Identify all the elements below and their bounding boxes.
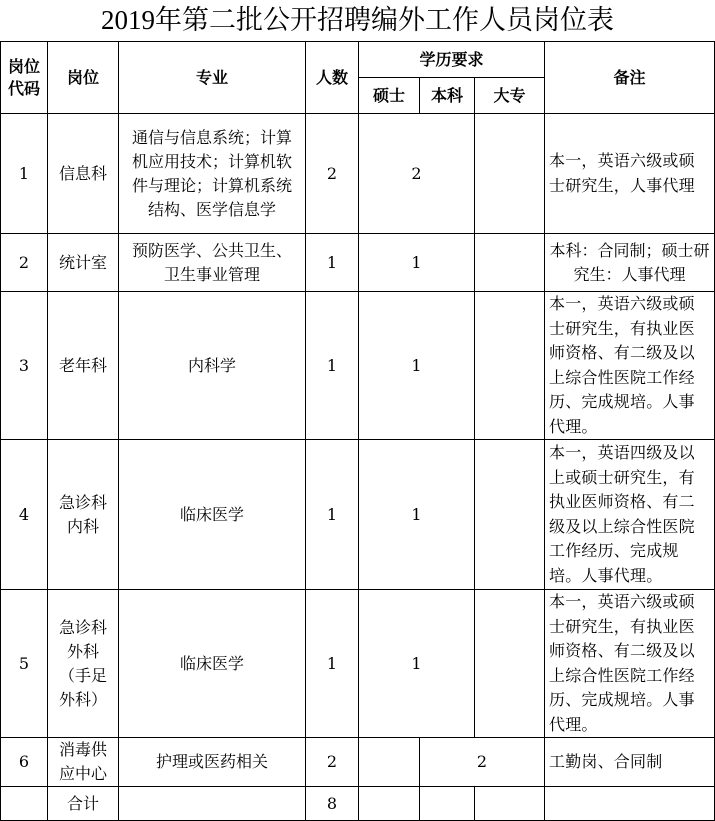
header-count: 人数 [306, 42, 359, 114]
row-post: 急诊科外科（手足外科） [48, 590, 119, 738]
row-count: 1 [306, 440, 359, 590]
row-education: 2 [420, 738, 545, 787]
total-code [1, 787, 48, 821]
row-education: 1 [359, 590, 475, 738]
row-college [475, 440, 545, 590]
table-row [1, 114, 715, 234]
total-count: 8 [306, 787, 359, 821]
row-post: 信息科 [48, 114, 119, 234]
row-code: 4 [1, 440, 48, 590]
header-master: 硕士 [359, 78, 420, 114]
total-row [1, 787, 715, 821]
row-count: 1 [306, 590, 359, 738]
total-major [119, 787, 306, 821]
total-bachelor [420, 787, 475, 821]
row-remark: 本一，英语六级或硕士研究生，有执业医师资格、有二级及以上综合性医院工作经历、完成规培。人事代理。 [545, 292, 715, 440]
row-remark: 本科：合同制；硕士研究生：人事代理 [545, 234, 715, 292]
row-major: 护理或医药相关 [119, 738, 306, 787]
job-table [0, 41, 715, 821]
row-education: 2 [359, 114, 475, 234]
row-major: 预防医学、公共卫生、卫生事业管理 [119, 234, 306, 292]
row-post: 统计室 [48, 234, 119, 292]
row-code: 1 [1, 114, 48, 234]
row-count: 1 [306, 292, 359, 440]
row-education: 1 [359, 234, 475, 292]
header-post: 岗位 [48, 42, 119, 114]
table-row [1, 738, 715, 787]
header-education: 学历要求 [359, 42, 545, 78]
row-master [359, 738, 420, 787]
header-major: 专业 [119, 42, 306, 114]
table-row [1, 440, 715, 590]
row-post: 消毒供应中心 [48, 738, 119, 787]
row-post: 急诊科内科 [48, 440, 119, 590]
row-major: 临床医学 [119, 590, 306, 738]
row-remark: 本一，英语六级或硕士研究生，有执业医师资格、有二级及以上综合性医院工作经历、完成规培。人事代理。 [545, 590, 715, 738]
row-college [475, 234, 545, 292]
row-remark: 本一，英语四级及以上或硕士研究生，有执业医师资格、有二级及以上综合性医院工作经历、完成规培。人事代理。 [545, 440, 715, 590]
row-count: 1 [306, 234, 359, 292]
row-major: 临床医学 [119, 440, 306, 590]
total-college [475, 787, 545, 821]
row-education: 1 [359, 292, 475, 440]
header-college: 大专 [475, 78, 545, 114]
total-label: 合计 [48, 787, 119, 821]
row-remark: 工勤岗、合同制 [545, 738, 715, 787]
row-count: 2 [306, 114, 359, 234]
table-row [1, 292, 715, 440]
total-remark [545, 787, 715, 821]
row-remark: 本一，英语六级或硕士研究生，人事代理 [545, 114, 715, 234]
row-code: 5 [1, 590, 48, 738]
page-title: 2019年第二批公开招聘编外工作人员岗位表 [101, 5, 614, 35]
table-row [1, 234, 715, 292]
header-code: 岗位代码 [1, 42, 48, 114]
row-code: 3 [1, 292, 48, 440]
row-major: 内科学 [119, 292, 306, 440]
header-remark: 备注 [545, 42, 715, 114]
total-master [359, 787, 420, 821]
row-code: 2 [1, 234, 48, 292]
row-code: 6 [1, 738, 48, 787]
row-education: 1 [359, 440, 475, 590]
row-college [475, 590, 545, 738]
row-major: 通信与信息系统；计算机应用技术；计算机软件与理论；计算机系统结构、医学信息学 [119, 114, 306, 234]
row-count: 2 [306, 738, 359, 787]
row-college [475, 292, 545, 440]
row-post: 老年科 [48, 292, 119, 440]
header-bachelor: 本科 [420, 78, 475, 114]
row-college [475, 114, 545, 234]
table-row [1, 590, 715, 738]
